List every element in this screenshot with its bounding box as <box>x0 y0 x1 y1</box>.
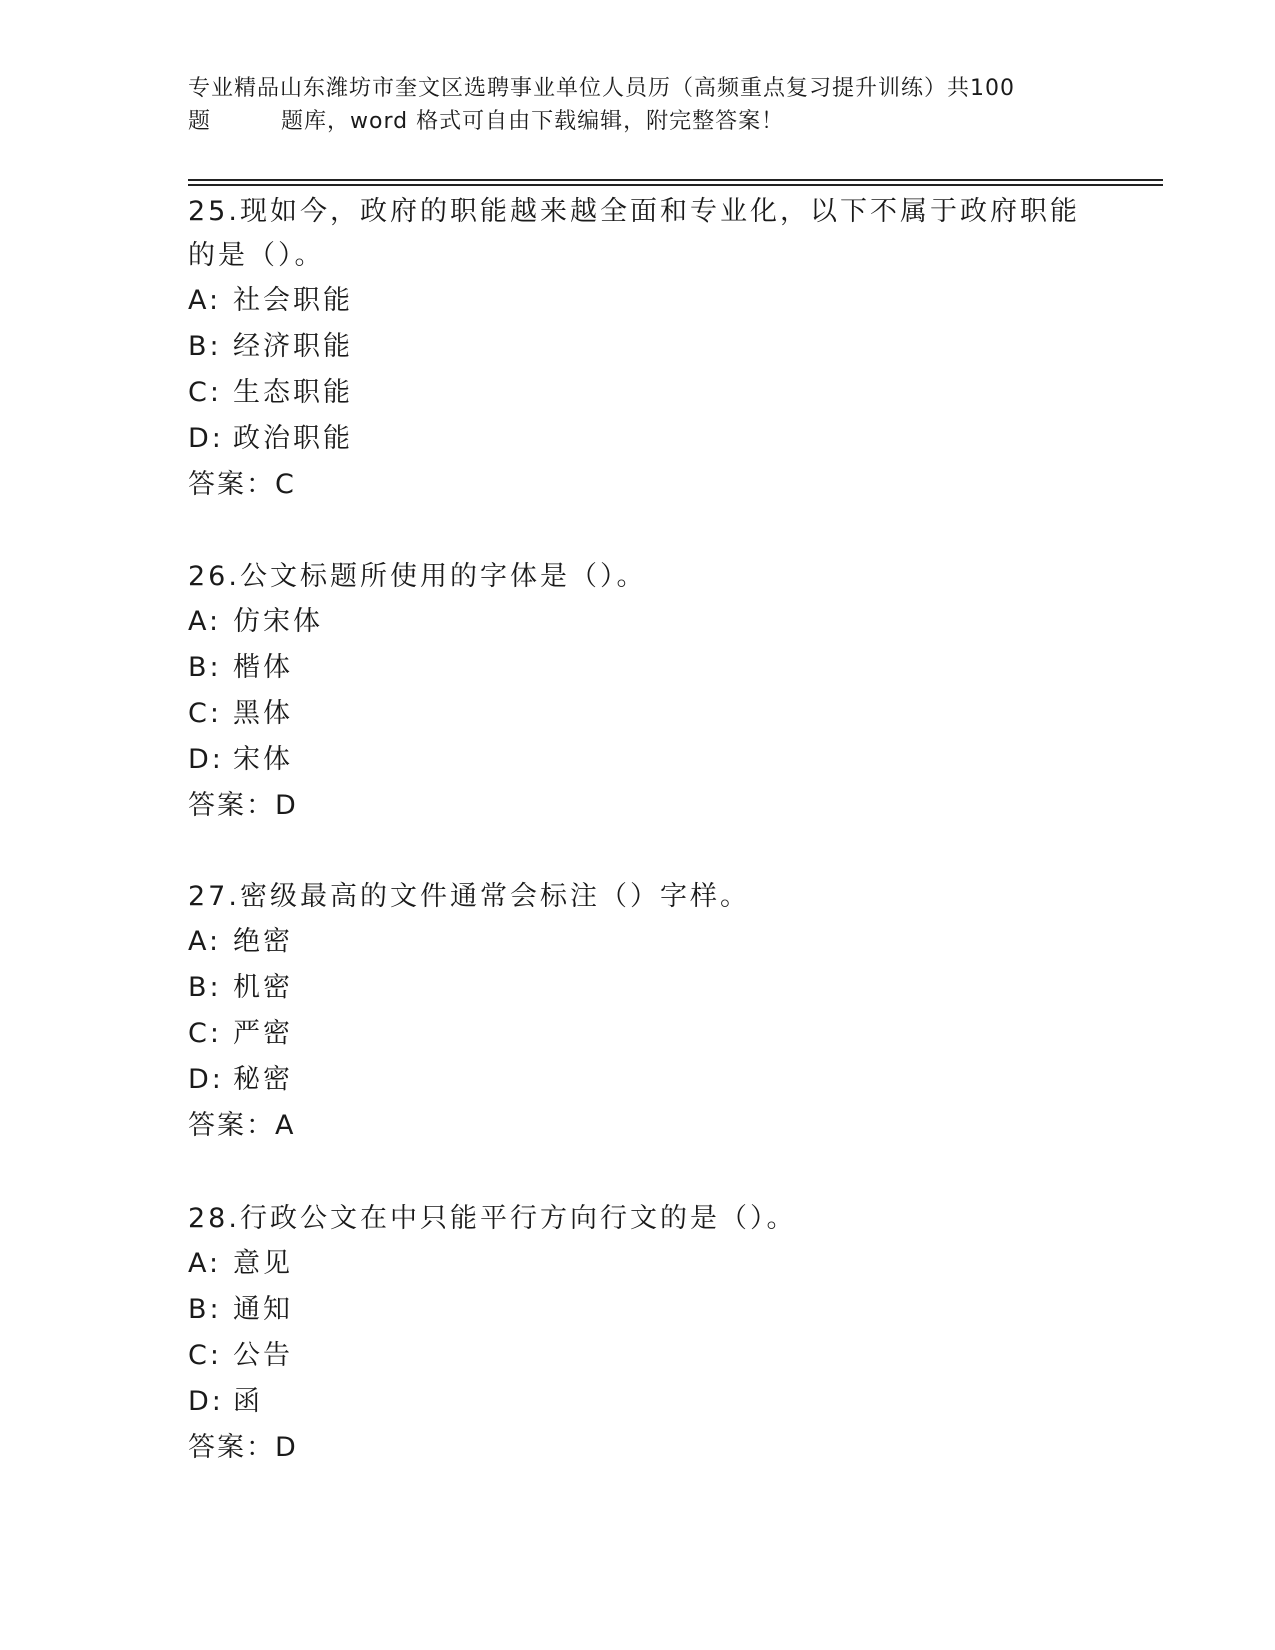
option-letter: C: <box>188 1340 222 1371</box>
question-stem: 27.密级最高的文件通常会标注（）字样。 <box>188 881 750 912</box>
option-b <box>188 645 1088 691</box>
option-text: 政治职能 <box>233 423 353 454</box>
option-letter: D: <box>188 744 224 775</box>
header-line-2-start: 题 <box>188 109 212 134</box>
header-divider-top <box>188 179 1163 181</box>
question-stem: 25.现如今，政府的职能越来越全面和专业化，以下不属于政府职能的是（）。 <box>188 196 1080 271</box>
option-text: 公告 <box>233 1340 293 1371</box>
option-letter: D: <box>188 1386 224 1417</box>
option-text: 绝密 <box>233 926 293 957</box>
question-stem: 26.公文标题所使用的字体是（）。 <box>188 561 647 592</box>
header-line-1: 专业精品山东潍坊市奎文区选聘事业单位人员历（高频重点复习提升训练）共100 <box>188 76 1015 101</box>
answer-line: 答案：D <box>188 790 298 821</box>
answer-line: 答案：A <box>188 1110 296 1141</box>
option-letter: A: <box>188 926 222 957</box>
option-letter: A: <box>188 1248 222 1279</box>
option-c <box>188 1333 1088 1379</box>
option-text: 宋体 <box>233 744 293 775</box>
option-text: 黑体 <box>233 698 293 729</box>
option-b <box>188 1287 1088 1333</box>
option-c <box>188 1011 1088 1057</box>
header-divider-bottom <box>188 184 1163 186</box>
option-letter: D: <box>188 423 224 454</box>
option-d <box>188 737 1088 783</box>
option-letter: B: <box>188 972 222 1003</box>
question-28 <box>188 1197 1088 1471</box>
option-d <box>188 416 1088 462</box>
option-text: 机密 <box>233 972 293 1003</box>
answer-line: 答案：C <box>188 469 296 500</box>
option-letter: B: <box>188 652 222 683</box>
header-line-2 <box>188 105 1088 138</box>
option-text: 社会职能 <box>233 285 353 316</box>
option-text: 仿宋体 <box>233 606 323 637</box>
option-letter: C: <box>188 1018 222 1049</box>
option-letter: A: <box>188 606 222 637</box>
question-27 <box>188 875 1088 1149</box>
option-text: 经济职能 <box>233 331 353 362</box>
option-letter: B: <box>188 1294 222 1325</box>
option-b <box>188 324 1088 370</box>
answer-line: 答案：D <box>188 1432 298 1463</box>
option-c <box>188 691 1088 737</box>
question-26 <box>188 555 1088 829</box>
option-text: 楷体 <box>233 652 293 683</box>
option-d <box>188 1379 1088 1425</box>
option-letter: C: <box>188 698 222 729</box>
question-stem: 28.行政公文在中只能平行方向行文的是（）。 <box>188 1203 797 1234</box>
option-letter: A: <box>188 285 222 316</box>
header-line-2-rest: 题库，word 格式可自由下载编辑，附完整答案！ <box>281 109 785 134</box>
option-letter: D: <box>188 1064 224 1095</box>
option-letter: C: <box>188 377 222 408</box>
option-b <box>188 965 1088 1011</box>
question-25 <box>188 190 1088 508</box>
option-d <box>188 1057 1088 1103</box>
option-text: 严密 <box>233 1018 293 1049</box>
option-a <box>188 599 1088 645</box>
option-text: 函 <box>233 1386 263 1417</box>
option-a <box>188 919 1088 965</box>
option-text: 意见 <box>233 1248 293 1279</box>
option-c <box>188 370 1088 416</box>
option-letter: B: <box>188 331 222 362</box>
option-a <box>188 1241 1088 1287</box>
document-header <box>188 72 1088 138</box>
option-text: 秘密 <box>233 1064 293 1095</box>
option-text: 生态职能 <box>233 377 353 408</box>
option-a <box>188 278 1088 324</box>
option-text: 通知 <box>233 1294 293 1325</box>
